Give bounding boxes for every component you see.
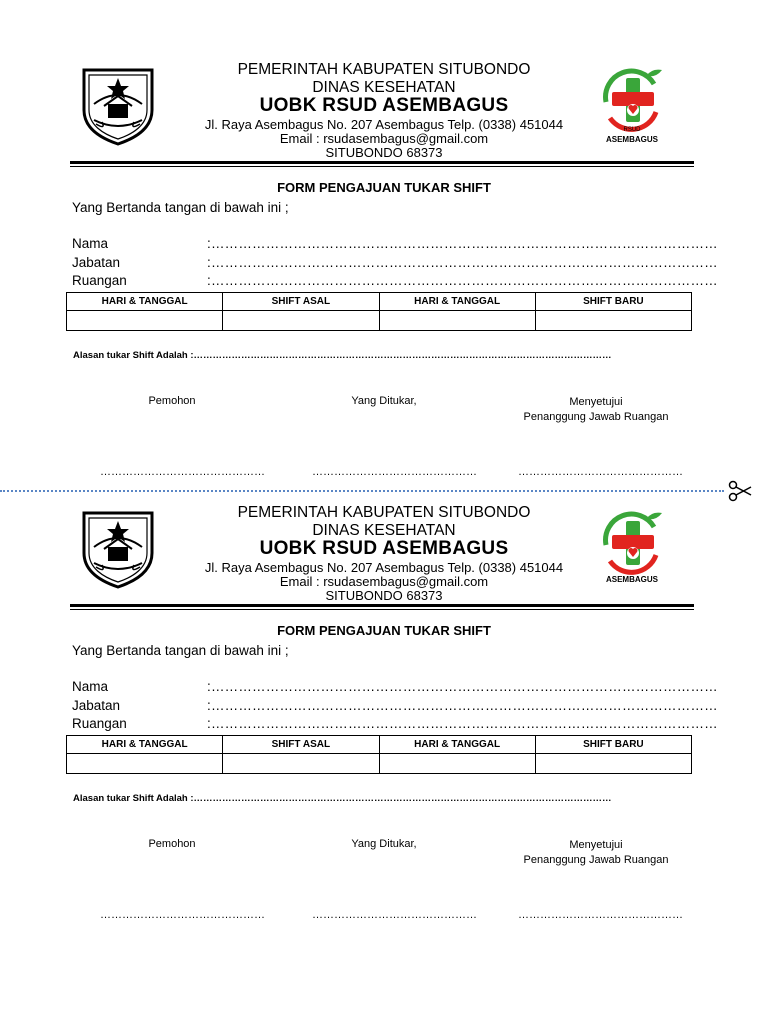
form-copy-1 [0, 0, 768, 478]
reason-line[interactable] [73, 350, 612, 361]
header-address: Jl. Raya Asembagus No. 207 Asembagus Telp. (0338) 451044 [204, 117, 564, 132]
col-day-date-new: HARI & TANGGAL [379, 293, 535, 311]
col-new-shift: SHIFT BARU [535, 736, 691, 754]
col-original-shift: SHIFT ASAL [223, 736, 379, 754]
form-intro: Yang Bertanda tangan di bawah ini ; [72, 643, 289, 658]
header-divider-thin [70, 609, 694, 610]
signature-approver-label: Menyetujui Penanggung Jawab Ruangan [523, 839, 669, 866]
signature-swapped-label: Yang Ditukar, [351, 838, 417, 850]
reason-label: Alasan tukar Shift Adalah : [73, 793, 194, 804]
col-day-date-original: HARI & TANGGAL [67, 736, 223, 754]
header-department: DINAS KESEHATAN [312, 522, 456, 539]
signature-line-approver[interactable]: ……………………………………… [518, 909, 683, 921]
form-title: FORM PENGAJUAN TUKAR SHIFT [277, 623, 491, 638]
field-position-blank[interactable]: :………………………………………………………………………………………………… [207, 255, 718, 270]
header-government: PEMERINTAH KABUPATEN SITUBONDO [237, 504, 531, 521]
cell-new-shift[interactable] [535, 754, 691, 774]
cell-original-shift[interactable] [223, 754, 379, 774]
cell-day-date-original[interactable] [67, 754, 223, 774]
reason-line[interactable] [73, 793, 612, 804]
reason-label: Alasan tukar Shift Adalah : [73, 350, 194, 361]
field-room-blank[interactable]: :………………………………………………………………………………………………… [207, 273, 718, 288]
header-divider-thick [70, 604, 694, 607]
field-label-position: Jabatan [72, 698, 121, 713]
header-email: Email : rsudasembagus@gmail.com [279, 131, 489, 146]
shift-table-header [67, 293, 692, 311]
header-divider-thick [70, 161, 694, 164]
reason-blank: …………………………………………………………………………………………………………………… [193, 350, 612, 361]
form-title: FORM PENGAJUAN TUKAR SHIFT [277, 180, 491, 195]
col-day-date-original: HARI & TANGGAL [67, 293, 223, 311]
signature-line-swapped[interactable]: ……………………………………… [312, 909, 477, 921]
field-label-room: Ruangan [72, 716, 127, 731]
shift-table-row [67, 311, 692, 331]
shift-table [66, 292, 692, 331]
field-label-room: Ruangan [72, 273, 127, 288]
regency-emblem-icon [78, 507, 158, 589]
signature-swapped-label: Yang Ditukar, [351, 395, 417, 407]
signature-approver-label: Menyetujui Penanggung Jawab Ruangan [523, 396, 669, 423]
header-divider-thin [70, 166, 694, 167]
hospital-logo-label: ASEMBAGUS [605, 575, 658, 584]
reason-blank: …………………………………………………………………………………………………………………… [193, 793, 612, 804]
cell-day-date-original[interactable] [67, 311, 223, 331]
col-original-shift: SHIFT ASAL [223, 293, 379, 311]
field-label-name: Nama [72, 679, 109, 694]
header-hospital-name: UOBK RSUD ASEMBAGUS [259, 95, 509, 116]
header-government: PEMERINTAH KABUPATEN SITUBONDO [237, 61, 531, 78]
cell-new-shift[interactable] [535, 311, 691, 331]
cell-original-shift[interactable] [223, 311, 379, 331]
header-city: SITUBONDO 68373 [325, 588, 443, 603]
shift-table-row [67, 754, 692, 774]
header-hospital-name: UOBK RSUD ASEMBAGUS [259, 538, 509, 559]
form-copy-2 [0, 443, 768, 921]
field-label-position: Jabatan [72, 255, 121, 270]
form-intro: Yang Bertanda tangan di bawah ini ; [72, 200, 289, 215]
col-new-shift: SHIFT BARU [535, 293, 691, 311]
field-position-blank[interactable]: :………………………………………………………………………………………………… [207, 698, 718, 713]
regency-emblem-icon [78, 64, 158, 146]
signature-line-approver[interactable]: ……………………………………… [518, 466, 683, 478]
header-address: Jl. Raya Asembagus No. 207 Asembagus Telp. (0338) 451044 [204, 560, 564, 575]
field-room-blank[interactable]: :………………………………………………………………………………………………… [207, 716, 718, 731]
signature-applicant-label: Pemohon [148, 395, 196, 407]
col-day-date-new: HARI & TANGGAL [379, 736, 535, 754]
field-name-blank[interactable]: :………………………………………………………………………………………………… [207, 236, 718, 251]
signature-applicant-label: Pemohon [148, 838, 196, 850]
field-label-name: Nama [72, 236, 109, 251]
signature-line-applicant[interactable]: ……………………………………… [100, 909, 265, 921]
field-name-blank[interactable]: :………………………………………………………………………………………………… [207, 679, 718, 694]
signature-line-applicant[interactable]: ……………………………………… [100, 466, 265, 478]
header-department: DINAS KESEHATAN [312, 79, 456, 96]
header-email: Email : rsudasembagus@gmail.com [279, 574, 489, 589]
cell-day-date-new[interactable] [379, 754, 535, 774]
hospital-logo-label: RSUD ASEMBAGUS [605, 127, 658, 144]
cell-day-date-new[interactable] [379, 311, 535, 331]
signature-line-swapped[interactable]: ……………………………………… [312, 466, 477, 478]
shift-table [66, 735, 692, 774]
shift-table-header [67, 736, 692, 754]
header-city: SITUBONDO 68373 [325, 145, 443, 160]
